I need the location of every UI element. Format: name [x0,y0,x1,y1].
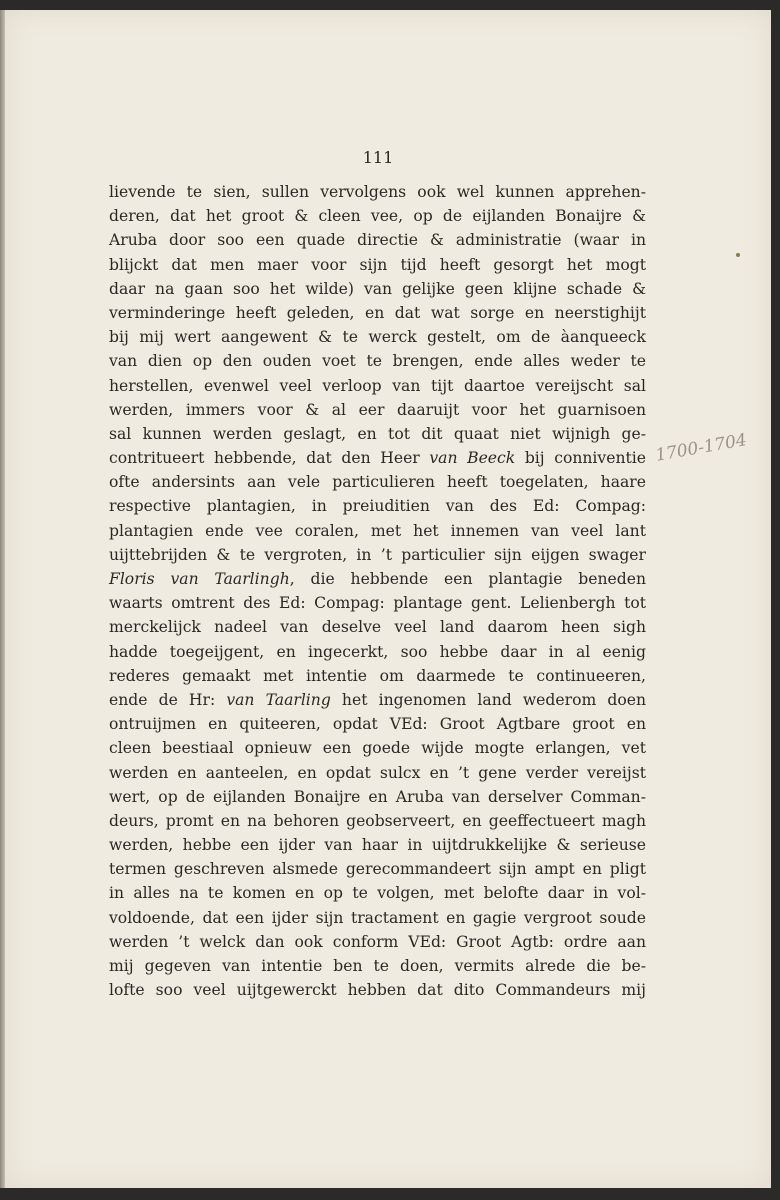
text-line: contritueert hebbende, dat den Heer van Beeck bij conniventie [109,449,646,468]
text-line: mij gegeven van intentie ben te doen, vermits alrede die be- [109,957,646,975]
text-line: termen geschreven alsmede gerecommandeert sijn ampt en pligt [109,860,646,879]
text-line: hadde toegeijgent, en ingecerkt, soo hebbe daar in al eenig [109,642,646,661]
text-line: werden en aanteelen, en opdat sulcx en ’t gene verder vereijst [109,763,646,782]
text-line: Floris van Taarlingh, die hebbende een plantagie beneden [109,570,647,588]
text-line: rederes gemaakt met intentie om daarmede te continueeren, [109,666,646,685]
text-line: deren, dat het groot & cleen vee, op de eijlanden Bonaijre & [109,207,646,226]
margin-note: 1700-1704 [653,430,749,466]
text-line: daar na gaan soo het wilde) van gelijke geen klijne schade & [109,279,646,298]
text-line: ende de Hr: van Taarling het ingenomen land wederom doen [109,690,647,709]
text-line: deurs, promt en na behoren geobserveert, en geeffectueert magh [109,811,646,830]
text-line: werden ’t welck dan ook conform VEd: Groot Agtb: ordre aan [109,932,646,951]
text-line: lofte soo veel uijtgewerckt hebben dat dito Commandeurs mij [109,981,646,1000]
text-line: merckelijck nadeel van deselve veel land daarom heen sigh [109,618,646,637]
text-line: respective plantagien, in preiuditien van des Ed: Compag: [109,497,646,516]
text-line: blijckt dat men maer voor sijn tijd heeft gesorgt het mogt [109,255,646,274]
text-line: cleen beestiaal opnieuw een goede wijde mogte erlangen, vet [109,739,646,758]
text-line: in alles na te komen en op te volgen, met belofte daar in vol- [109,884,646,903]
text-line: herstellen, evenwel veel verloop van tijt daartoe vereijscht sal [109,376,646,395]
body-text [109,180,646,1002]
text-line: ontruijmen en quiteeren, opdat VEd: Groot Agtbare groot en [109,715,646,734]
text-line: bij mij wert aangewent & te werck gestelt, om de àanqueeck [109,328,646,347]
text-line: werden, immers voor & al eer daaruijt voor het guarnisoen [109,400,646,419]
text-line: lievende te sien, sullen vervolgens ook wel kunnen apprehen- [109,183,646,201]
text-line: Aruba door soo een quade directie & administratie (waar in [109,231,646,250]
book-page [5,10,771,1188]
text-line: wert, op de eijlanden Bonaijre en Aruba van derselver Comman- [109,787,646,806]
text-line: verminderinge heeft geleden, en dat wat sorge en neerstighijt [109,303,646,322]
text-line: werden, hebbe een ijder van haar in uijtdrukkelijke & serieuse [109,836,646,855]
text-line: voldoende, dat een ijder sijn tractament en gagie vergroot soude [109,908,646,927]
text-line: waarts omtrent des Ed: Compag: plantage gent. Lelienbergh tot [109,594,646,613]
text-line: uijttebrijden & te vergroten, in ’t particulier sijn eijgen swager [109,545,646,564]
page-number: 111 [362,148,394,167]
text-line: ofte andersints aan vele particulieren heeft toegelaten, haare [109,473,646,492]
text-line: van dien op den ouden voet te brengen, ende alles weder te [109,352,646,371]
text-line: sal kunnen werden geslagt, en tot dit quaat niet wijnigh ge- [109,424,646,443]
text-line: plantagien ende vee coralen, met het innemen van veel lant [109,521,646,540]
ink-speck [736,253,740,257]
